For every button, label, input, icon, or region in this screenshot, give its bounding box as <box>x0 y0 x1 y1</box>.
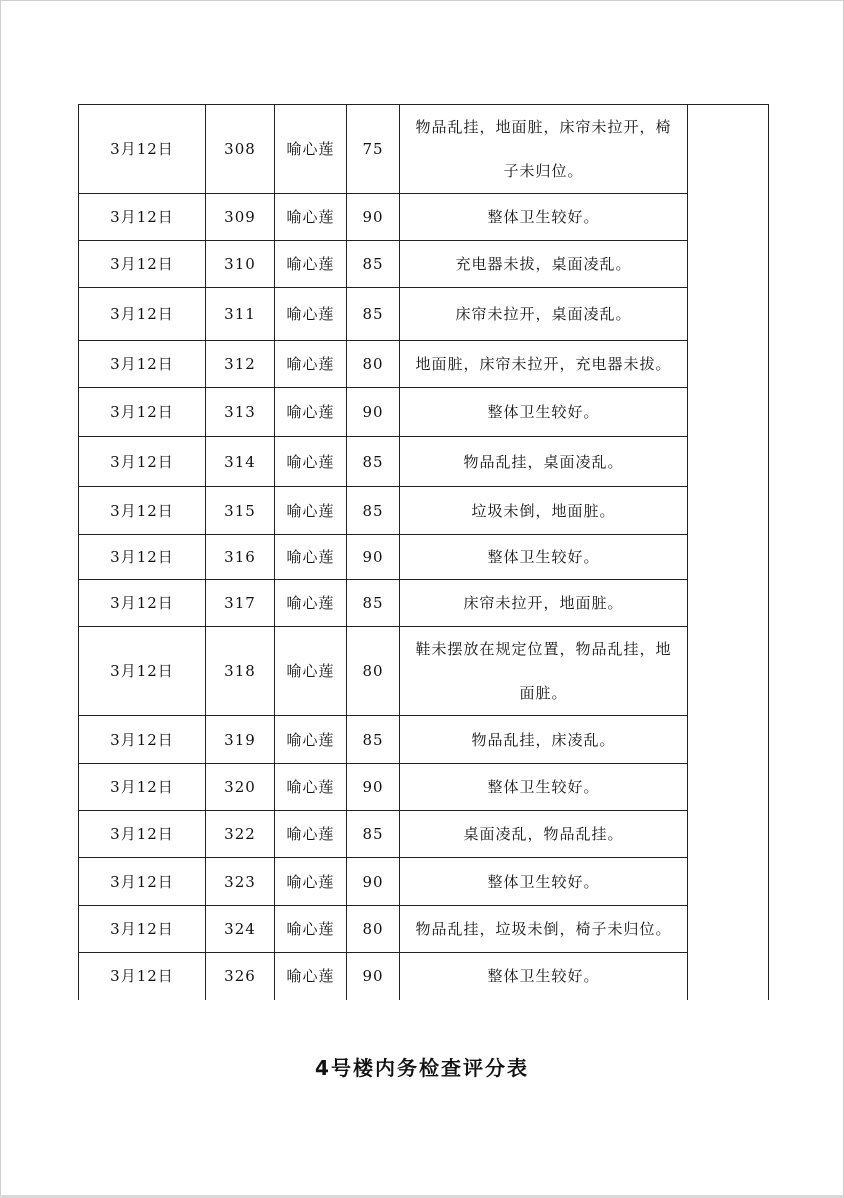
score-cell: 85 <box>347 716 400 764</box>
score-cell: 85 <box>347 437 400 487</box>
remark-cell: 桌面凌乱，物品乱挂。 <box>400 811 688 858</box>
remark-cell: 物品乱挂，桌面凌乱。 <box>400 437 688 487</box>
date-cell: 3月12日 <box>79 811 206 858</box>
score-cell: 90 <box>347 388 400 437</box>
table-row <box>79 535 769 580</box>
inspector-cell: 喻心莲 <box>275 906 347 953</box>
room-number-cell: 312 <box>206 341 275 388</box>
table-row <box>79 194 769 241</box>
date-cell: 3月12日 <box>79 858 206 906</box>
room-number-cell: 326 <box>206 953 275 1000</box>
score-cell: 85 <box>347 487 400 535</box>
score-cell: 90 <box>347 858 400 906</box>
inspector-cell: 喻心莲 <box>275 241 347 288</box>
table-row <box>79 487 769 535</box>
score-cell: 85 <box>347 811 400 858</box>
remark-cell: 地面脏，床帘未拉开，充电器未拔。 <box>400 341 688 388</box>
room-number-cell: 308 <box>206 105 275 194</box>
score-cell: 85 <box>347 580 400 627</box>
table-row <box>79 716 769 764</box>
inspector-cell: 喻心莲 <box>275 194 347 241</box>
table-row <box>79 437 769 487</box>
page-edge <box>0 0 1 1198</box>
table-row <box>79 288 769 341</box>
inspector-cell: 喻心莲 <box>275 288 347 341</box>
inspector-cell: 喻心莲 <box>275 580 347 627</box>
page-edge <box>0 0 844 1</box>
remark-cell: 整体卫生较好。 <box>400 953 688 1000</box>
room-number-cell: 317 <box>206 580 275 627</box>
score-cell: 90 <box>347 535 400 580</box>
score-cell: 85 <box>347 241 400 288</box>
inspector-cell: 喻心莲 <box>275 341 347 388</box>
date-cell: 3月12日 <box>79 241 206 288</box>
remark-cell: 整体卫生较好。 <box>400 535 688 580</box>
room-number-cell: 309 <box>206 194 275 241</box>
next-table-title: 4号楼内务检查评分表 <box>315 1056 529 1080</box>
room-number-cell: 316 <box>206 535 275 580</box>
room-number-cell: 322 <box>206 811 275 858</box>
score-cell: 90 <box>347 764 400 811</box>
table-row <box>79 953 769 1000</box>
date-cell: 3月12日 <box>79 716 206 764</box>
inspector-cell: 喻心莲 <box>275 105 347 194</box>
date-cell: 3月12日 <box>79 487 206 535</box>
table-row <box>79 105 769 194</box>
remark-cell: 整体卫生较好。 <box>400 194 688 241</box>
table-row <box>79 627 769 716</box>
remark-cell: 整体卫生较好。 <box>400 388 688 437</box>
inspector-cell: 喻心莲 <box>275 437 347 487</box>
inspector-cell: 喻心莲 <box>275 953 347 1000</box>
inspection-score-table <box>78 104 769 1000</box>
remark-cell: 整体卫生较好。 <box>400 764 688 811</box>
inspector-cell: 喻心莲 <box>275 764 347 811</box>
table-row <box>79 388 769 437</box>
inspector-cell: 喻心莲 <box>275 858 347 906</box>
remark-cell: 物品乱挂，床凌乱。 <box>400 716 688 764</box>
date-cell: 3月12日 <box>79 288 206 341</box>
date-cell: 3月12日 <box>79 906 206 953</box>
table-row <box>79 811 769 858</box>
date-cell: 3月12日 <box>79 341 206 388</box>
inspector-cell: 喻心莲 <box>275 627 347 716</box>
inspector-cell: 喻心莲 <box>275 811 347 858</box>
score-cell: 80 <box>347 627 400 716</box>
room-number-cell: 319 <box>206 716 275 764</box>
room-number-cell: 310 <box>206 241 275 288</box>
remark-cell: 物品乱挂，地面脏，床帘未拉开，椅子未归位。 <box>400 105 688 194</box>
date-cell: 3月12日 <box>79 194 206 241</box>
room-number-cell: 323 <box>206 858 275 906</box>
room-number-cell: 311 <box>206 288 275 341</box>
table-row <box>79 580 769 627</box>
room-number-cell: 320 <box>206 764 275 811</box>
remark-cell: 鞋未摆放在规定位置，物品乱挂，地面脏。 <box>400 627 688 716</box>
room-number-cell: 314 <box>206 437 275 487</box>
inspector-cell: 喻心莲 <box>275 487 347 535</box>
score-cell: 90 <box>347 194 400 241</box>
blank-note-column <box>688 105 769 1000</box>
date-cell: 3月12日 <box>79 580 206 627</box>
date-cell: 3月12日 <box>79 105 206 194</box>
room-number-cell: 315 <box>206 487 275 535</box>
remark-cell: 物品乱挂，垃圾未倒，椅子未归位。 <box>400 906 688 953</box>
date-cell: 3月12日 <box>79 437 206 487</box>
date-cell: 3月12日 <box>79 627 206 716</box>
table-row <box>79 858 769 906</box>
room-number-cell: 324 <box>206 906 275 953</box>
remark-cell: 床帘未拉开，地面脏。 <box>400 580 688 627</box>
score-cell: 90 <box>347 953 400 1000</box>
score-cell: 80 <box>347 341 400 388</box>
date-cell: 3月12日 <box>79 388 206 437</box>
remark-cell: 充电器未拔，桌面凌乱。 <box>400 241 688 288</box>
remark-cell: 整体卫生较好。 <box>400 858 688 906</box>
inspector-cell: 喻心莲 <box>275 716 347 764</box>
date-cell: 3月12日 <box>79 953 206 1000</box>
room-number-cell: 313 <box>206 388 275 437</box>
score-cell: 80 <box>347 906 400 953</box>
table-row <box>79 241 769 288</box>
table-row <box>79 764 769 811</box>
date-cell: 3月12日 <box>79 764 206 811</box>
inspector-cell: 喻心莲 <box>275 388 347 437</box>
table-body <box>79 105 769 1000</box>
remark-cell: 床帘未拉开，桌面凌乱。 <box>400 288 688 341</box>
score-cell: 75 <box>347 105 400 194</box>
inspector-cell: 喻心莲 <box>275 535 347 580</box>
room-number-cell: 318 <box>206 627 275 716</box>
table-row <box>79 906 769 953</box>
remark-cell: 垃圾未倒，地面脏。 <box>400 487 688 535</box>
table-row <box>79 341 769 388</box>
date-cell: 3月12日 <box>79 535 206 580</box>
score-cell: 85 <box>347 288 400 341</box>
